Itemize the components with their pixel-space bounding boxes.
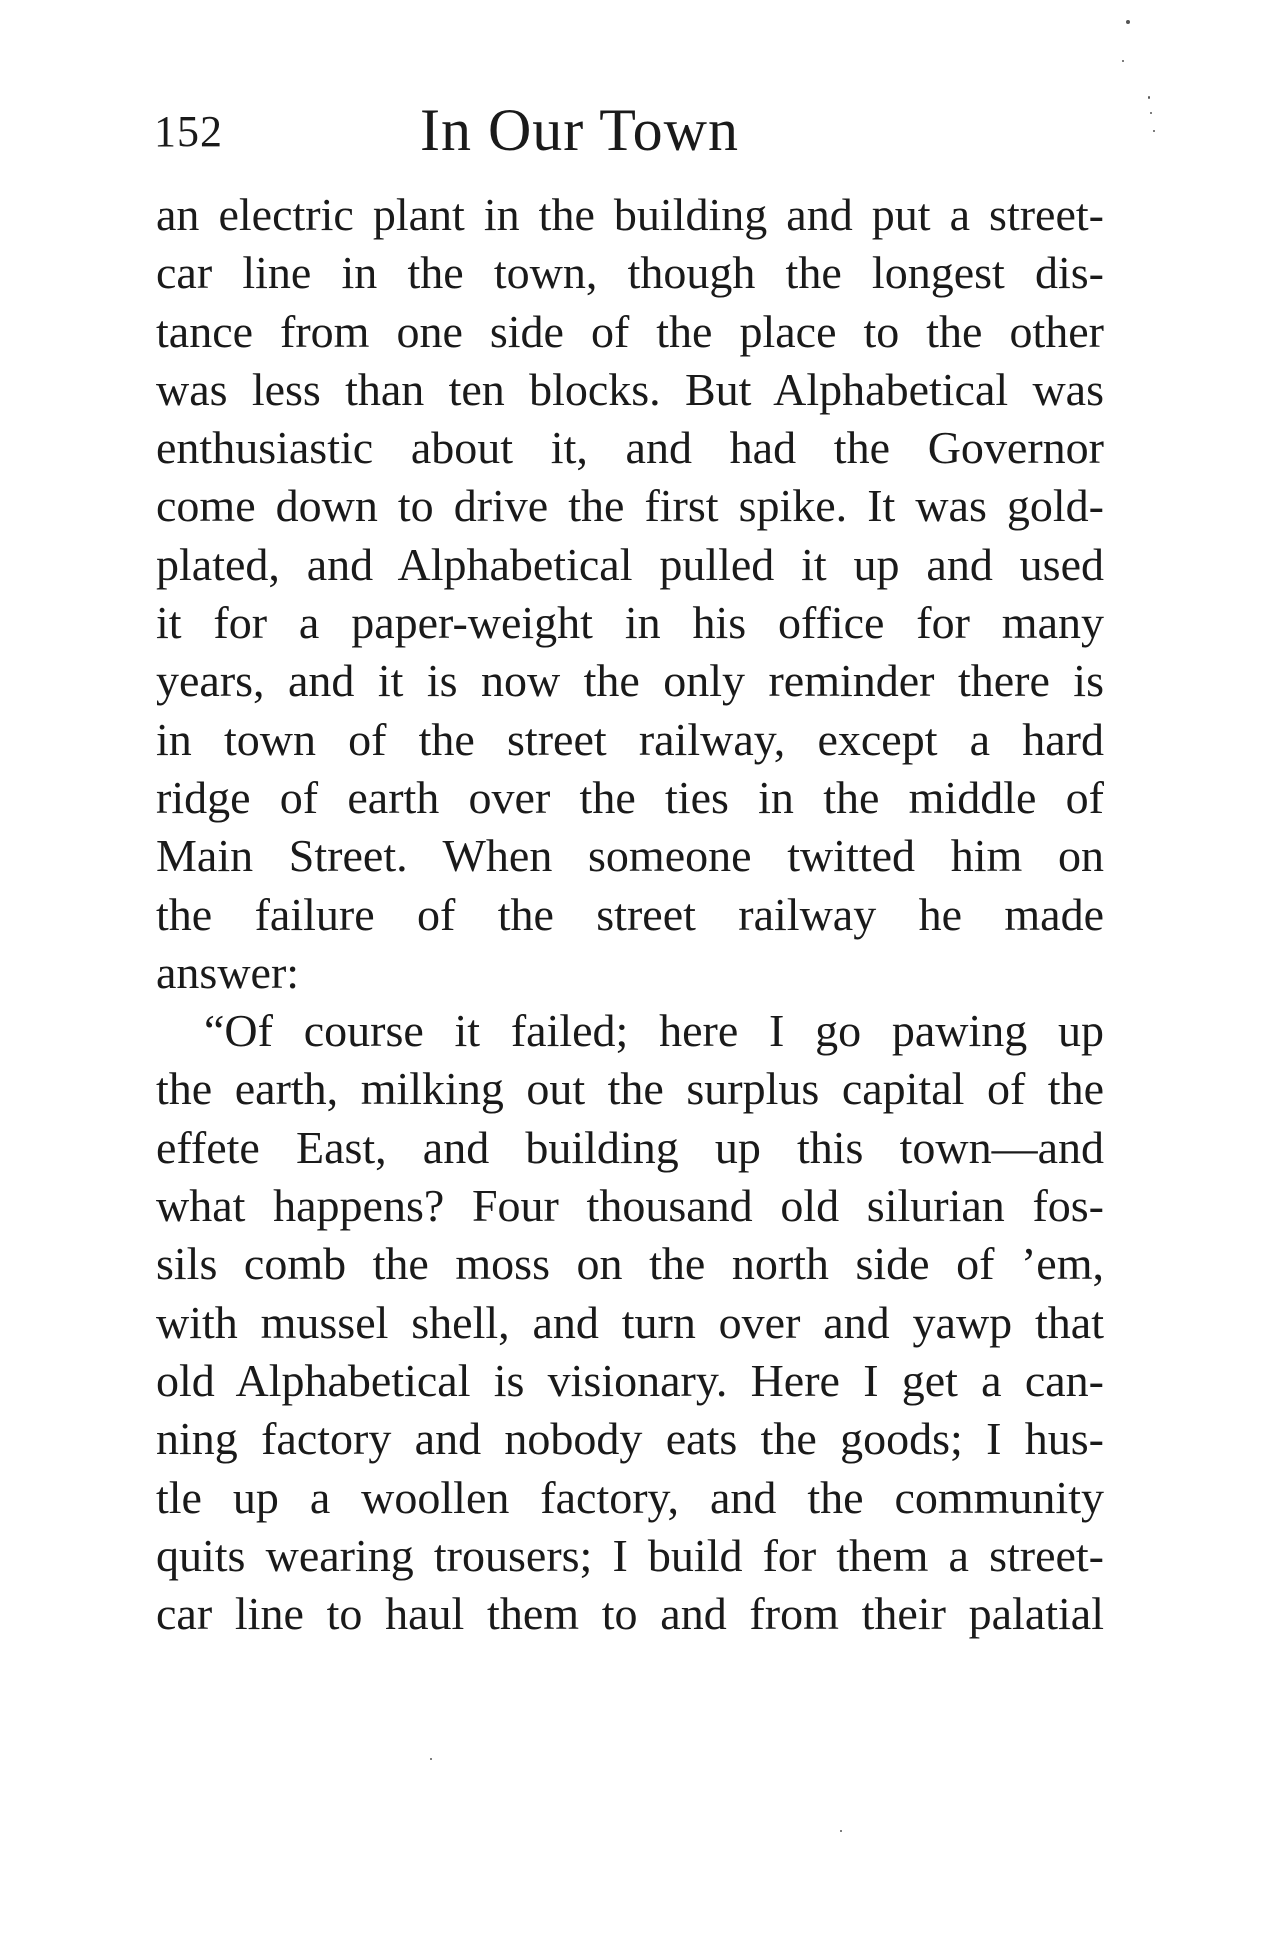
scan-speck bbox=[1122, 60, 1124, 62]
text-line: effete East, and building up this town—and bbox=[156, 1121, 1104, 1173]
scan-speck bbox=[1153, 130, 1155, 132]
page-header bbox=[150, 97, 1110, 180]
text-line: the failure of the street railway he made bbox=[156, 888, 1104, 940]
text-line: “Of course it failed; here I go pawing up bbox=[204, 1005, 1104, 1057]
text-line: it for a paper-weight in his office for many bbox=[156, 597, 1104, 649]
scan-speck bbox=[1126, 20, 1130, 24]
text-line: answer: bbox=[156, 946, 300, 998]
body-text bbox=[156, 186, 1104, 1643]
scan-speck bbox=[840, 1830, 842, 1832]
text-line: the earth, milking out the surplus capital of the bbox=[156, 1063, 1104, 1115]
text-line: ridge of earth over the ties in the middle of bbox=[156, 771, 1104, 823]
text-line: sils comb the moss on the north side of ’em, bbox=[156, 1238, 1104, 1290]
text-line: with mussel shell, and turn over and yawp that bbox=[156, 1296, 1104, 1348]
text-line: in town of the street railway, except a hard bbox=[156, 713, 1104, 765]
page-number: 152 bbox=[154, 107, 223, 156]
running-title: In Our Town bbox=[420, 97, 739, 163]
scan-speck bbox=[430, 1758, 432, 1760]
text-line: plated, and Alphabetical pulled it up and used bbox=[156, 538, 1104, 590]
text-line: old Alphabetical is visionary. Here I get a can- bbox=[156, 1354, 1104, 1406]
text-line: Main Street. When someone twitted him on bbox=[156, 830, 1104, 882]
text-line: enthusiastic about it, and had the Governor bbox=[156, 422, 1104, 474]
scan-speck bbox=[1150, 112, 1152, 114]
text-line: what happens? Four thousand old silurian fos- bbox=[156, 1180, 1104, 1232]
text-line: was less than ten blocks. But Alphabetical was bbox=[156, 363, 1104, 415]
text-line: tance from one side of the place to the other bbox=[156, 305, 1104, 357]
text-line: quits wearing trousers; I build for them a street- bbox=[156, 1529, 1104, 1581]
text-line: years, and it is now the only reminder there is bbox=[156, 655, 1104, 707]
text-line: come down to drive the first spike. It was gold- bbox=[156, 480, 1104, 532]
text-line: tle up a woollen factory, and the community bbox=[156, 1471, 1104, 1523]
scan-speck bbox=[1148, 96, 1150, 99]
text-line: ning factory and nobody eats the goods; I hus- bbox=[156, 1413, 1104, 1465]
text-line: car line to haul them to and from their palatial bbox=[156, 1588, 1104, 1640]
text-line: an electric plant in the building and put a street- bbox=[156, 189, 1104, 240]
text-line: car line in the town, though the longest dis- bbox=[156, 247, 1104, 299]
